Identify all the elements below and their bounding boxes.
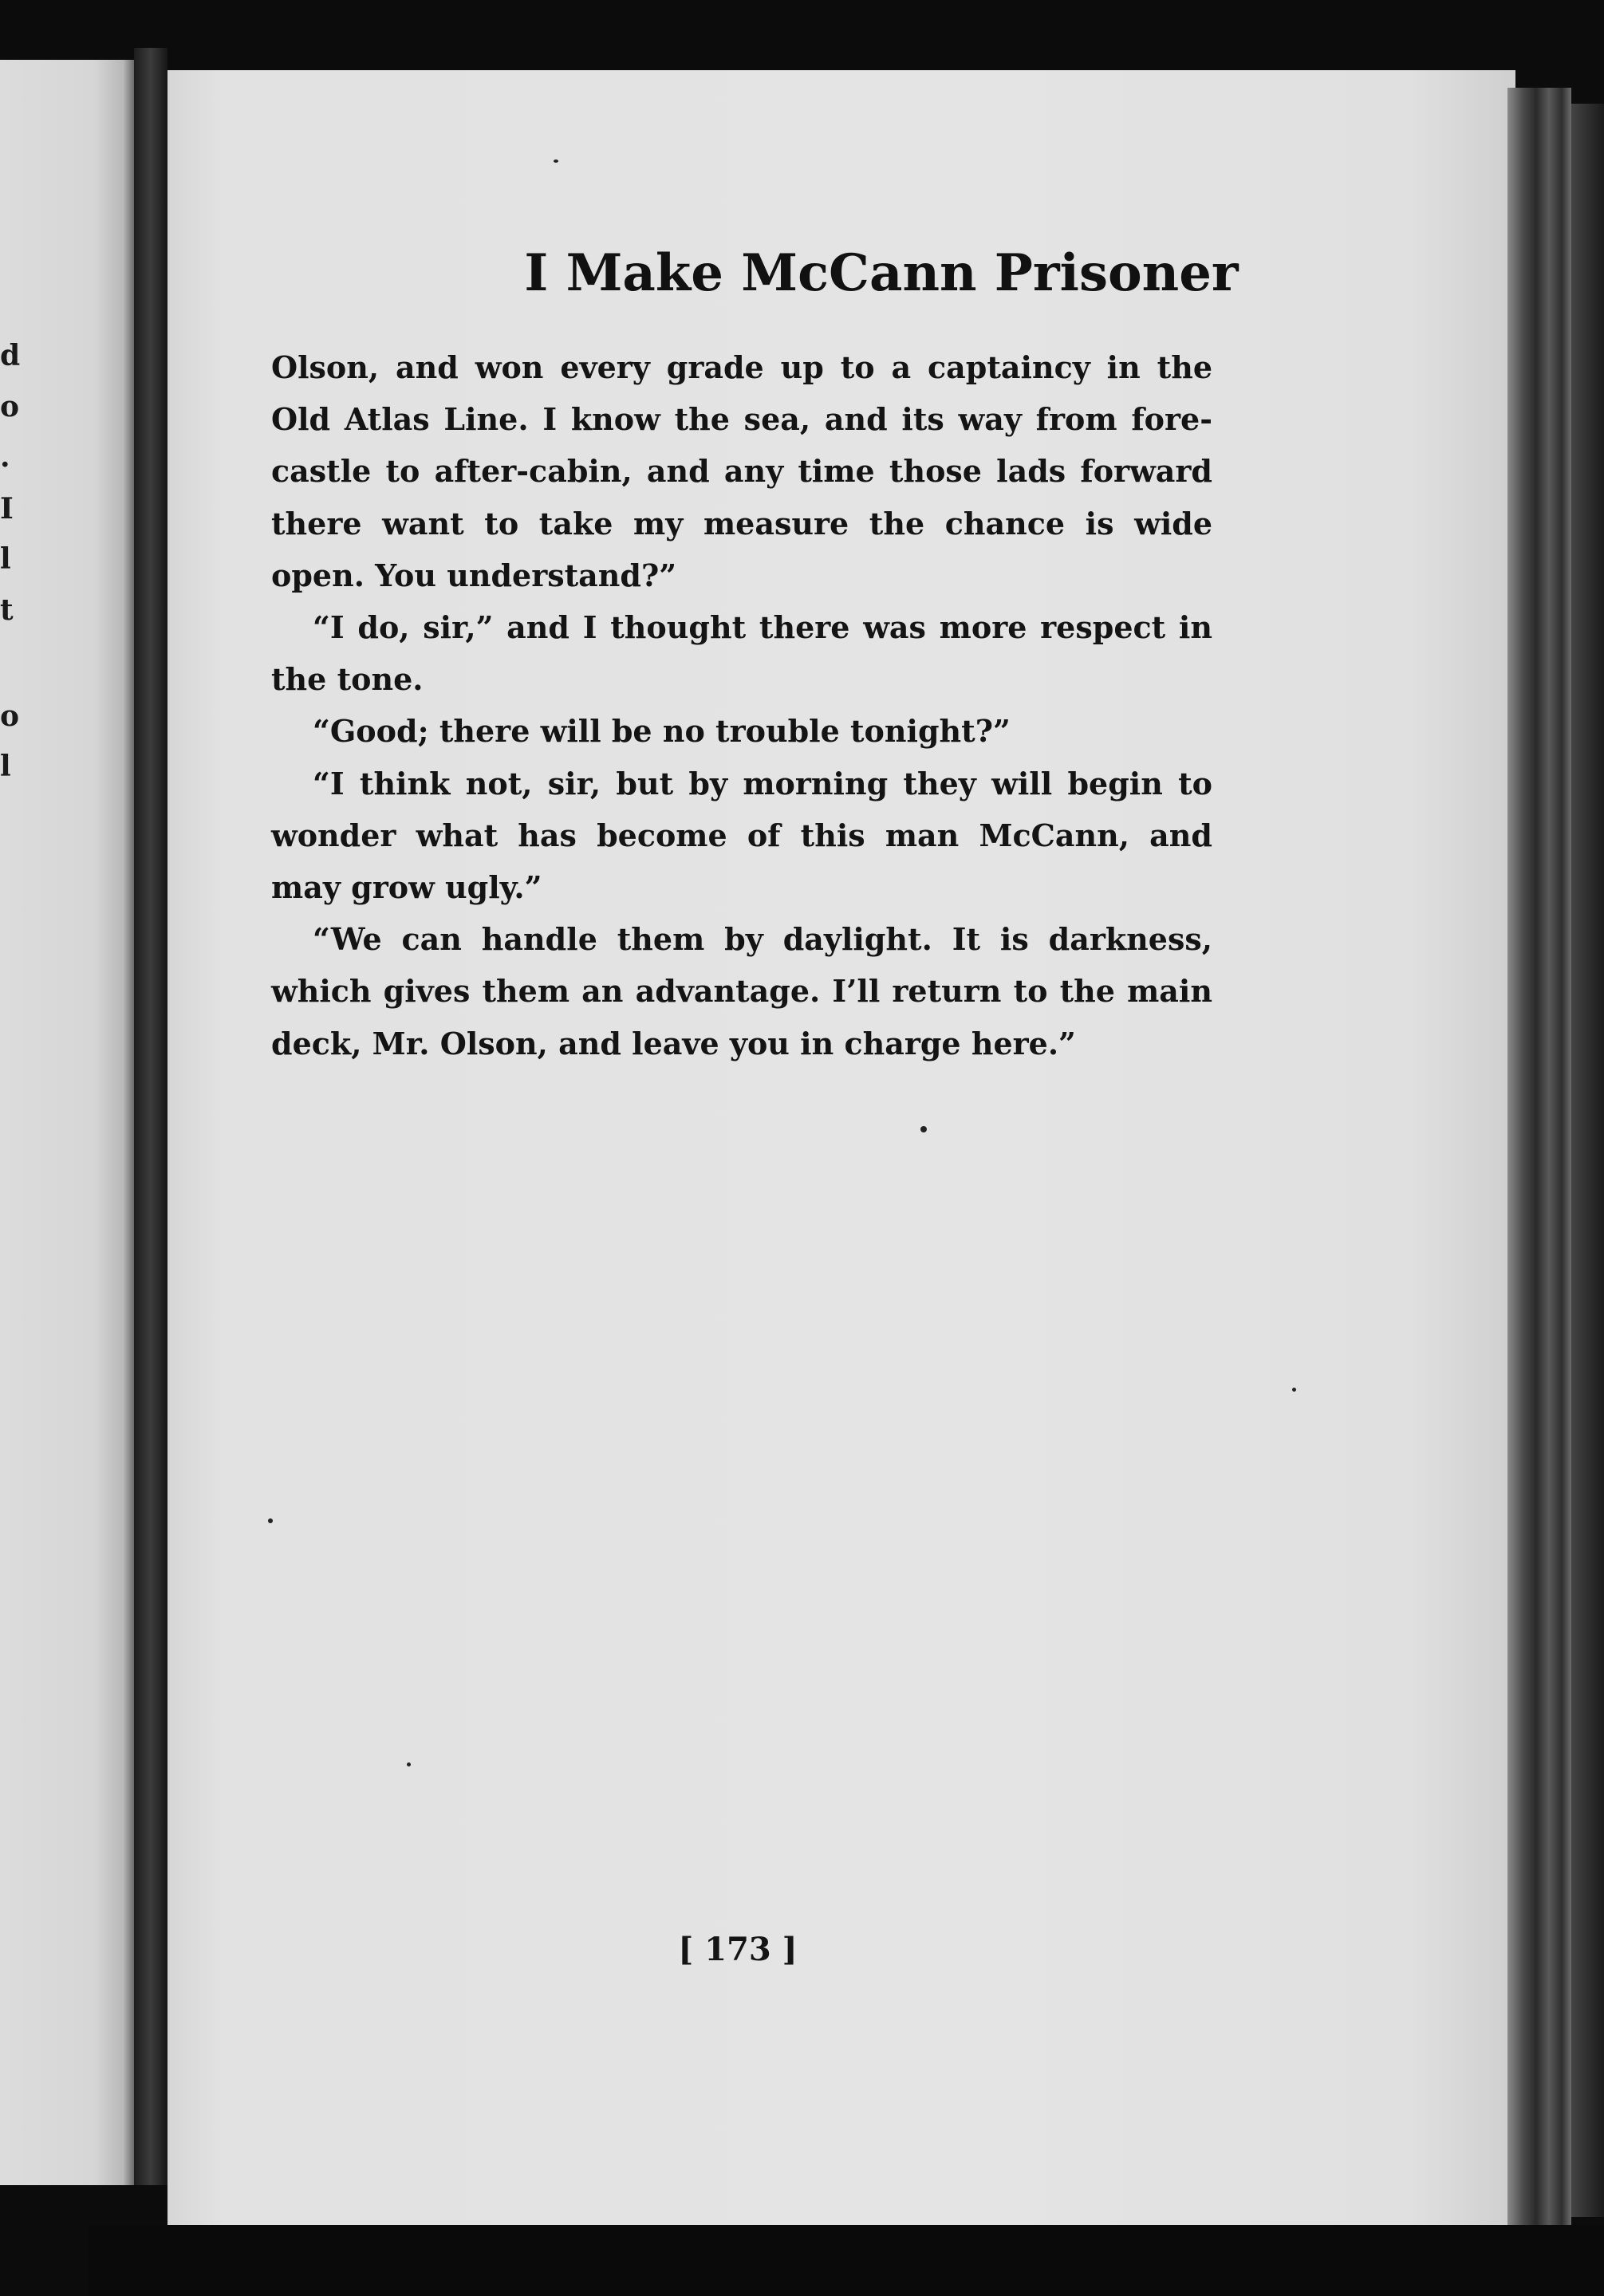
scan-speck xyxy=(407,1762,411,1766)
chapter-title: I Make McCann Prisoner xyxy=(524,243,1239,303)
previous-page-fragment: d xyxy=(0,339,21,372)
paragraph: “I think not, sir, but by morning they will begin to wonder what has become of this man McCann, and may grow ugly.” xyxy=(271,765,1212,906)
paragraph: Olson, and won every grade up to a captaincy in the Old Atlas Line. I know the sea, and its way from fore-castle to after-cabin, and any time those lads forward there want to take my measure the chance is wide open. You understand?” xyxy=(271,349,1212,593)
paragraph: “We can handle them by daylight. It is darkness, which gives them an advantage. I’ll return to the main deck, Mr. Olson, and leave you in charge here.” xyxy=(271,921,1212,1061)
previous-page-fragment: o xyxy=(0,699,20,733)
previous-page-fragment: I xyxy=(0,492,14,526)
previous-page-edge xyxy=(0,60,134,2185)
previous-page-fragment: l xyxy=(0,750,11,783)
page-number: [ 173 ] xyxy=(678,1931,798,1968)
scan-speck xyxy=(1292,1388,1296,1392)
paragraph: “I do, sir,” and I thought there was more respect in the tone. xyxy=(271,609,1212,698)
previous-page-fragment: l xyxy=(0,542,11,576)
bottom-shadow xyxy=(88,2225,1604,2296)
previous-page-fragment: o xyxy=(0,390,20,423)
scan-speck xyxy=(554,159,558,163)
scan-speck xyxy=(268,1518,273,1523)
page-stack-edge xyxy=(1507,88,1571,2233)
paragraph: “Good; there will be no trouble tonight?” xyxy=(313,713,1011,750)
previous-page-fragment: t xyxy=(0,593,14,627)
page-stack-shadow xyxy=(1571,104,1604,2217)
previous-page-fragment: . xyxy=(0,440,10,474)
scan-speck xyxy=(920,1126,927,1132)
body-text xyxy=(271,341,1212,1069)
book-gutter xyxy=(134,48,167,2185)
